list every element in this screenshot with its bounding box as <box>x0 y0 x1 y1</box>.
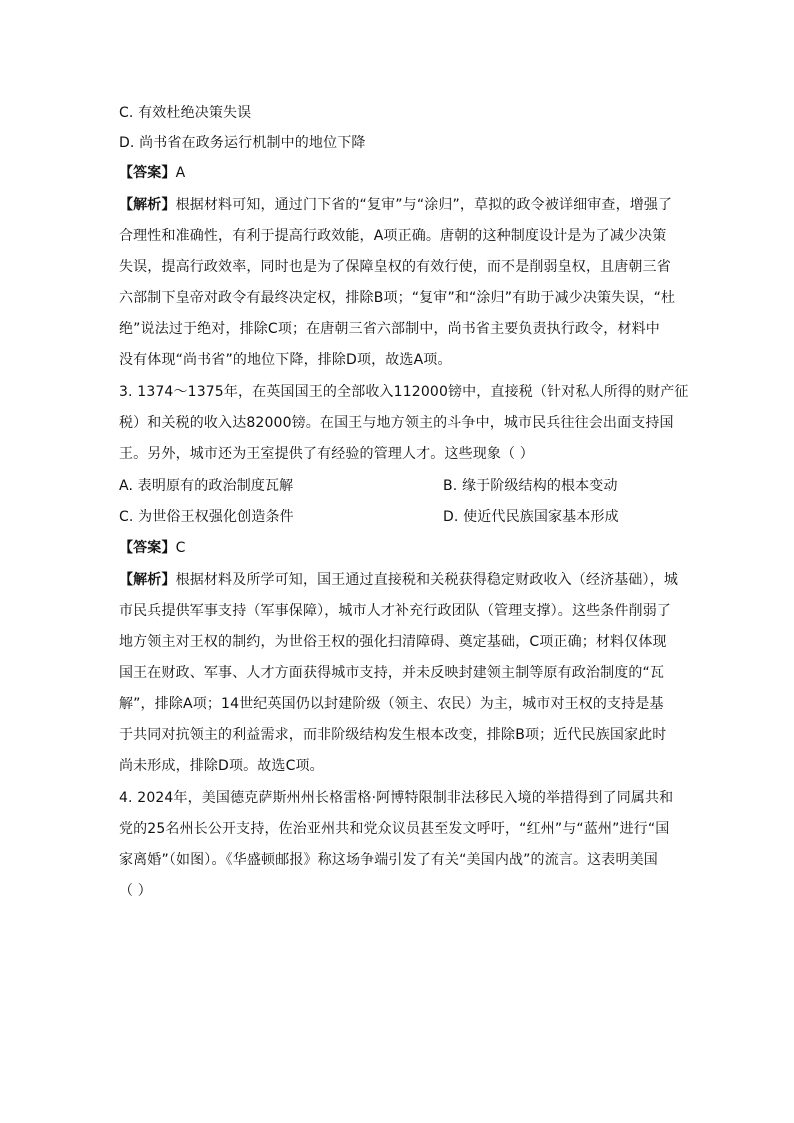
q2-answer <box>119 163 699 183</box>
q4-stem-line-3: 家离婚”（如图）。《华盛顿邮报》称这场争端引发了有关“美国内战”的流言。这表明美国 <box>119 852 658 868</box>
q3-analysis-line-3: 地方领主对王权的制约，为世俗王权的强化扫清障碍、奠定基础，C项正确；材料仅体现 <box>119 634 667 650</box>
analysis-label: 【解析】 <box>119 572 176 588</box>
q3-analysis-line-5: 解”，排除A项；14世纪英国仍以封建阶级（领主、农民）为主，城市对王权的支持是基 <box>119 696 664 712</box>
q3-option-d: D. 使近代民族国家基本形成 <box>443 509 619 525</box>
q2-analysis-line-5: 绝”说法过于绝对，排除C项；在唐朝三省六部制中，尚书省主要负责执行政令，材料中 <box>119 321 660 337</box>
q3-analysis-line-6: 于共同对抗领主的利益需求，而非阶级结构发生根本改变，排除B项；近代民族国家此时 <box>119 727 667 743</box>
q4-stem-line-2: 党的25名州长公开支持，佐治亚州共和党众议员甚至发文呼吁，“红州”与“蓝州”进行“国 <box>119 821 670 837</box>
analysis-text: 根据材料及所学可知，国王通过直接税和关税获得稳定财政收入（经济基础），城 <box>175 572 679 588</box>
q2-analysis-line-1 <box>119 195 699 215</box>
answer-value: A <box>175 165 186 181</box>
answer-label: 【答案】 <box>119 165 176 181</box>
q2-analysis-line-2: 合理性和准确性，有利于提高行政效能，A项正确。唐朝的这种制度设计是为了减少决策 <box>119 228 667 244</box>
q3-stem-line-2: 税）和关税的收入达82000镑。在国王与地方领主的斗争中，城市民兵往往会出面支持国 <box>119 415 674 431</box>
q3-answer <box>119 538 699 558</box>
q3-option-a: A. 表明原有的政治制度瓦解 <box>119 478 294 494</box>
answer-label: 【答案】 <box>119 540 176 556</box>
analysis-text: 根据材料可知，通过门下省的“复审”与“涂归”，草拟的政令被详细审查，增强了 <box>175 197 673 213</box>
analysis-label: 【解析】 <box>119 197 176 213</box>
q3-stem-line-1: 3. 1374～1375年，在英国国王的全部收入112000镑中，直接税（针对私人所得的财产征 <box>119 384 689 400</box>
q3-analysis-line-7: 尚未形成，排除D项。故选C项。 <box>119 758 324 774</box>
answer-value: C <box>175 540 186 556</box>
q2-analysis-line-4: 六部制下皇帝对政令有最终决定权，排除B项；“复审”和“涂归”有助于减少决策失误，“杜 <box>119 290 676 306</box>
q3-analysis-line-1 <box>119 570 699 590</box>
q4-stem-line-4: （ ） <box>119 883 152 899</box>
q3-stem-line-3: 王。另外，城市还为王室提供了有经验的管理人才。这些现象（ ） <box>119 446 534 462</box>
q3-option-c: C. 为世俗王权强化创造条件 <box>119 509 294 525</box>
q2-option-d: D. 尚书省在政务运行机制中的地位下降 <box>119 135 366 151</box>
q2-analysis-line-3: 失误，提高行政效率，同时也是为了保障皇权的有效行使，而不是削弱皇权，且唐朝三省 <box>119 259 671 275</box>
q3-analysis-line-4: 国王在财政、军事、人才方面获得城市支持，并未反映封建领主制等原有政治制度的“瓦 <box>119 665 665 681</box>
q2-analysis-line-6: 没有体现“尚书省”的地位下降，排除D项，故选A项。 <box>119 352 452 368</box>
q4-stem-line-1: 4. 2024年，美国德克萨斯州州长格雷格·阿博特限制非法移民入境的举措得到了同属共和 <box>119 790 674 806</box>
q3-option-b: B. 缘于阶级结构的根本变动 <box>443 478 618 494</box>
q2-option-c: C. 有效杜绝决策失误 <box>119 105 252 121</box>
q3-analysis-line-2: 市民兵提供军事支持（军事保障），城市人才补充行政团队（管理支撑）。这些条件削弱了 <box>119 603 671 619</box>
